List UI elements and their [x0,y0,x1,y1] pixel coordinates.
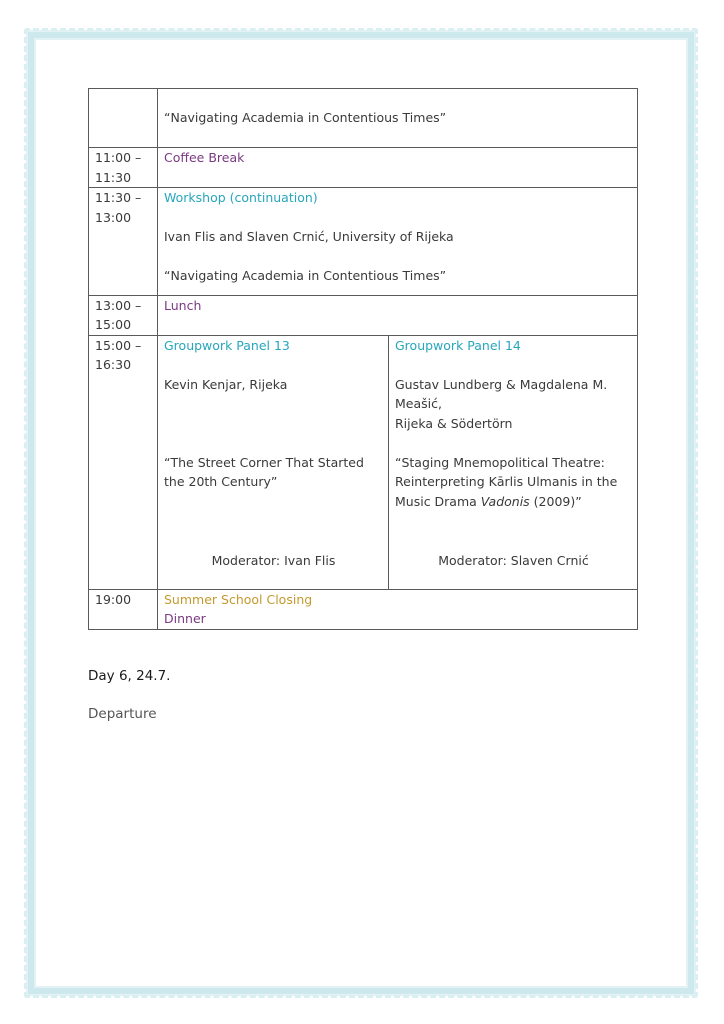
table-row [89,295,638,335]
moderator: Moderator: Slaven Crnić [438,552,589,568]
session-title: Lunch [164,297,202,313]
table-row [89,335,638,589]
panel-13-cell [158,335,389,589]
session-title: Summer School Closing [164,591,313,607]
moderator: Moderator: Ivan Flis [211,552,336,568]
time-cell [89,89,158,148]
talk-title: “Navigating Academia in Contentious Times” [164,110,447,126]
talk-title: “Navigating Academia in Contentious Times” [164,268,447,283]
session-subtitle: Dinner [164,611,206,626]
session-cell [158,148,638,188]
session-title: Coffee Break [164,150,245,165]
talk-title: “The Street Corner That Started the 20th Century” [164,454,364,489]
session-cell [158,295,638,335]
talk-title: “Staging Mnemopolitical Theatre: Reinterpreting Kārlis Ulmanis in the Music Drama Vadonis (2009)” [395,454,618,509]
table-row [89,188,638,296]
speakers: Gustav Lundberg & Magdalena M. Meašić, [395,376,608,411]
table-row [89,89,638,148]
time-cell: 11:30 – 13:00 [89,188,158,296]
table-row [89,148,638,188]
time-cell: 19:00 [89,589,158,629]
table-row [89,589,638,629]
session-cell [158,188,638,296]
session-title: Workshop (continuation) [164,190,318,205]
speakers-affiliation: Rijeka & Södertörn [395,415,513,431]
session-title: Groupwork Panel 14 [395,337,521,353]
time-cell: 13:00 – 15:00 [89,295,158,335]
panel-14-cell [389,335,638,589]
departure-text: Departure [88,706,157,722]
schedule-table [88,88,638,630]
speakers: Kevin Kenjar, Rijeka [164,376,288,392]
day-heading: Day 6, 24.7. [88,668,171,684]
time-cell: 11:00 – 11:30 [89,148,158,188]
session-title: Groupwork Panel 13 [164,337,290,353]
session-cell [158,589,638,629]
time-cell: 15:00 – 16:30 [89,335,158,589]
session-cell [158,89,638,148]
speakers: Ivan Flis and Slaven Crnić, University of Rijeka [164,229,454,244]
